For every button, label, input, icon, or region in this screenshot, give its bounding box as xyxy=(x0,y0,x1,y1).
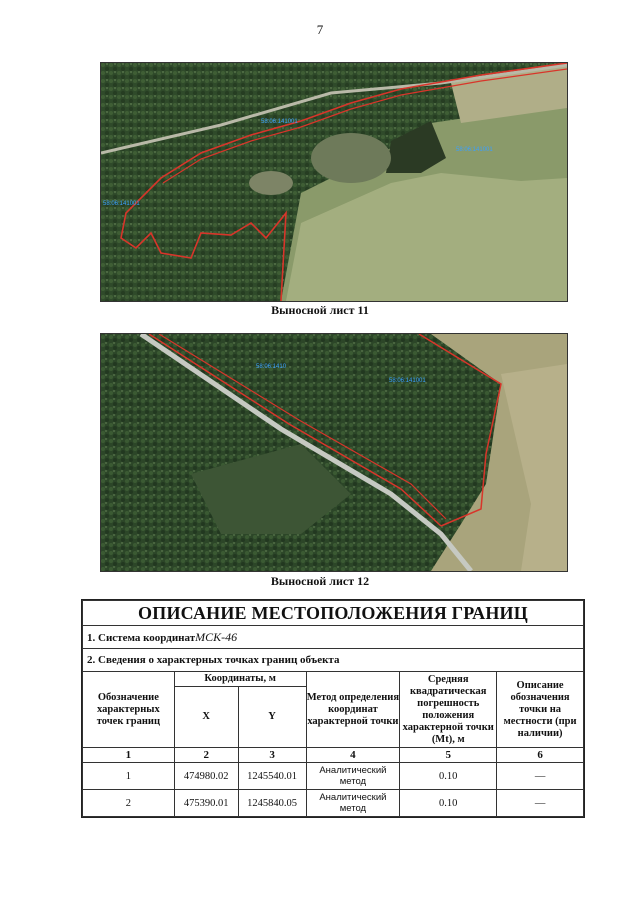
boundary-description-table xyxy=(81,599,585,818)
point-description: — xyxy=(497,790,584,817)
column-number: 5 xyxy=(400,748,497,763)
header-error: Средняя квадратическая погрешность положения характерной точки (Mt), м xyxy=(400,672,497,748)
satellite-map-sheet-11 xyxy=(100,62,568,302)
method: Аналитический метод xyxy=(306,790,400,817)
column-number: 4 xyxy=(306,748,400,763)
satellite-image xyxy=(101,63,567,301)
coord-x: 475390.01 xyxy=(174,790,238,817)
point-id: 1 xyxy=(83,763,175,790)
page-number: 7 xyxy=(316,22,324,37)
point-id: 2 xyxy=(83,790,175,817)
header-x: X xyxy=(174,687,238,748)
cadastral-label: 58:06:141001 xyxy=(103,201,140,207)
column-number: 1 xyxy=(83,748,175,763)
column-number: 2 xyxy=(174,748,238,763)
coord-y: 1245540.01 xyxy=(238,763,306,790)
error-value: 0.10 xyxy=(400,763,497,790)
coordinate-system-value: МСК-46 xyxy=(195,629,238,644)
column-number: 3 xyxy=(238,748,306,763)
header-y: Y xyxy=(238,687,306,748)
map-caption-sheet-11: Выносной лист 11 xyxy=(271,303,369,317)
error-value: 0.10 xyxy=(400,790,497,817)
header-description: Описание обозначения точки на местности (при наличии) xyxy=(497,672,584,748)
table-row xyxy=(83,763,584,790)
cadastral-label: 58:06:1410 xyxy=(256,364,287,370)
method: Аналитический метод xyxy=(306,763,400,790)
column-number-row xyxy=(83,748,584,763)
column-number: 6 xyxy=(497,748,584,763)
header-method: Метод определения координат характерной точки xyxy=(306,672,400,748)
points-section-heading: 2. Сведения о характерных точках границ объекта xyxy=(83,649,584,672)
cadastral-label: 58:06:141001 xyxy=(261,119,298,125)
coord-x: 474980.02 xyxy=(174,763,238,790)
header-coordinates: Координаты, м xyxy=(174,672,306,687)
coordinate-system-label: 1. Система координат xyxy=(87,631,196,644)
cadastral-label: 58:06:141001 xyxy=(456,147,493,153)
table-title: ОПИСАНИЕ МЕСТОПОЛОЖЕНИЯ ГРАНИЦ xyxy=(83,601,584,626)
satellite-image xyxy=(101,334,567,571)
map-caption-sheet-12: Выносной лист 12 xyxy=(270,574,370,588)
coord-y: 1245840.05 xyxy=(238,790,306,817)
header-point: Обозначение характерных точек границ xyxy=(83,672,175,748)
table-row xyxy=(83,790,584,817)
coordinate-system-row xyxy=(83,626,584,649)
point-description: — xyxy=(497,763,584,790)
satellite-map-sheet-12 xyxy=(100,333,568,572)
cadastral-label: 58:06:141001 xyxy=(389,378,426,384)
